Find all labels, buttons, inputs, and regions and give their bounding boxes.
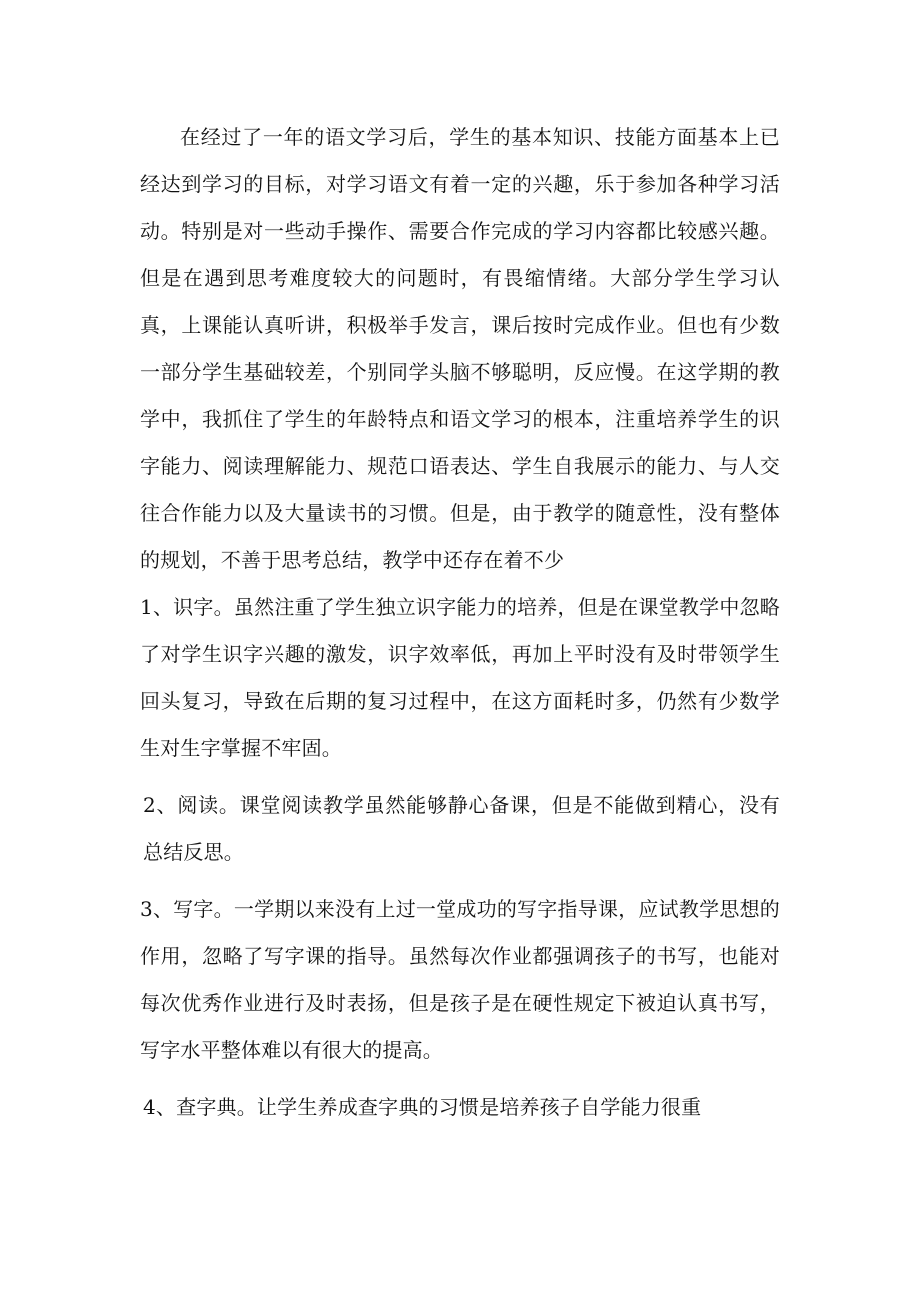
document-body: [140, 114, 780, 1131]
item-writing-paragraph: 3、写字。一学期以来没有上过一堂成功的写字指导课，应试教学思想的作用，忽略了写字课的指导。虽然每次作业都强调孩子的书写，也能对每次优秀作业进行及时表扬，但是孩子是在硬性规定下被迫认真书写，写字水平整体难以有很大的提高。: [140, 897, 780, 1062]
intro-paragraph: 在经过了一年的语文学习后，学生的基本知识、技能方面基本上已经达到学习的目标，对学习语文有着一定的兴趣，乐于参加各种学习活动。特别是对一些动手操作、需要合作完成的学习内容都比较感兴趣。但是在遇到思考难度较大的问题时，有畏缩情绪。大部分学生学习认真，上课能认真听讲，积极举手发言，课后按时完成作业。但也有少数一部分学生基础较差，个别同学头脑不够聪明，反应慢。在这学期的教学中，我抓住了学生的年龄特点和语文学习的根本，注重培养学生的识字能力、阅读理解能力、规范口语表达、学生自我展示的能力、与人交往合作能力以及大量读书的习惯。但是，由于教学的随意性，没有整体的规划，不善于思考总结，教学中还存在着不少: [140, 125, 780, 572]
item-literacy-paragraph: 1、识字。虽然注重了学生独立识字能力的培养，但是在课堂教学中忽略了对学生识字兴趣的激发，识字效率低，再加上平时没有及时带领学生回头复习，导致在后期的复习过程中，在这方面耗时多，仍然有少数学生对生字掌握不牢固。: [140, 595, 780, 760]
item-dictionary-paragraph: 4、查字典。让学生养成查字典的习惯是培养孩子自学能力很重: [143, 1095, 702, 1119]
item-reading-paragraph: 2、阅读。课堂阅读教学虽然能够静心备课，但是不能做到精心，没有总结反思。: [143, 793, 780, 864]
